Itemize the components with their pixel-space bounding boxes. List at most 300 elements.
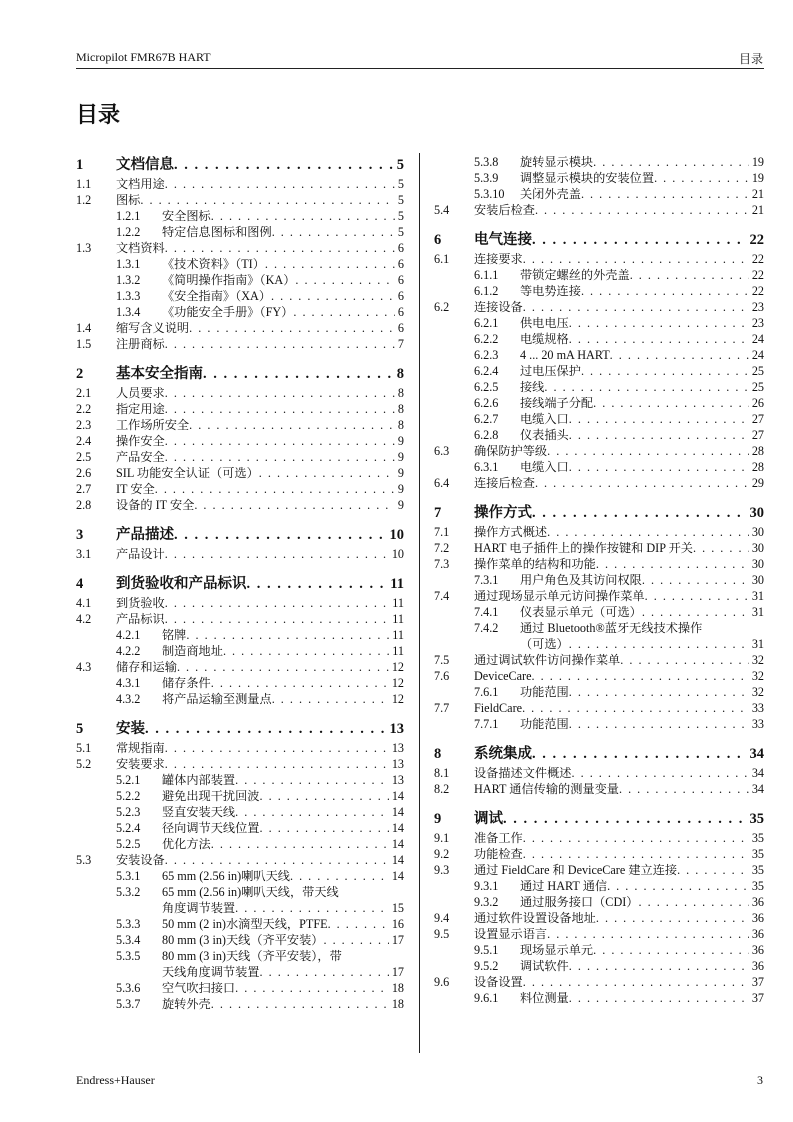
toc-entry-number: 9.1	[434, 831, 450, 845]
toc-page-number: 14	[391, 869, 404, 883]
toc-entry-label: 竖直安装天线	[162, 805, 236, 819]
toc-entry[interactable]	[76, 772, 404, 788]
toc-entry-label: 功能范围	[520, 717, 569, 731]
toc-entry-number: 7.4.1	[474, 605, 499, 619]
toc-entry[interactable]	[76, 836, 404, 852]
toc-page-number: 14	[391, 821, 404, 835]
toc-entry-label: 《安全指南》（XA）	[162, 289, 272, 303]
toc-entry-label: 操作方式概述	[474, 525, 548, 539]
toc-entry-number: 1.3.3	[116, 289, 141, 303]
toc-entry[interactable]	[76, 176, 404, 192]
toc-entry[interactable]	[76, 932, 404, 948]
toc-page-number: 36	[751, 943, 764, 957]
toc-page-number: 8	[397, 402, 404, 416]
toc-entry[interactable]	[76, 304, 404, 320]
toc-entry[interactable]	[76, 740, 404, 756]
toc-entry-number: 5	[76, 721, 84, 737]
header-doc-title: Micropilot FMR67B HART	[76, 50, 211, 64]
toc-entry-number: 9.3.1	[474, 879, 499, 893]
toc-chapter[interactable]	[76, 524, 404, 546]
toc-entry-label: 通过调试软件访问操作菜单	[474, 653, 621, 667]
toc-entry-label: 储存和运输	[116, 660, 177, 674]
toc-entry-number: 6.2.1	[474, 316, 499, 330]
toc-entry[interactable]	[434, 363, 764, 379]
toc-page-number: 31	[751, 589, 764, 603]
toc-entry[interactable]	[76, 481, 404, 497]
toc-entry[interactable]	[434, 283, 764, 299]
toc-entry[interactable]	[434, 572, 764, 588]
toc-entry[interactable]	[76, 192, 404, 208]
toc-page-number: 30	[751, 541, 764, 555]
toc-entry-number: 6.1.2	[474, 284, 499, 298]
toc-entry-label: 4 ... 20 mA HART	[520, 348, 610, 362]
toc-page-number: 34	[751, 782, 764, 796]
toc-entry[interactable]	[434, 315, 764, 331]
toc-entry[interactable]	[76, 964, 404, 980]
toc-entry-label: HART 通信传输的测量变量	[474, 782, 619, 796]
toc-page-number: 22	[751, 284, 764, 298]
toc-page-number: 24	[751, 348, 764, 362]
toc-entry-label: 将产品运输至测量点	[162, 692, 272, 706]
toc-entry[interactable]	[76, 948, 404, 964]
toc-entry-label: 系统集成	[474, 746, 532, 762]
toc-leader-dots	[260, 788, 389, 804]
toc-leader-dots	[522, 700, 749, 716]
toc-entry[interactable]	[434, 604, 764, 620]
toc-entry[interactable]	[434, 894, 764, 910]
toc-entry-label: 调整显示模块的安装位置	[520, 171, 655, 185]
toc-page-number: 36	[751, 927, 764, 941]
toc-page-number: 33	[751, 717, 764, 731]
toc-entry[interactable]	[76, 208, 404, 224]
toc-entry-label: 带锁定螺丝的外壳盖	[520, 268, 630, 282]
toc-entry[interactable]	[76, 546, 404, 562]
toc-leader-dots	[265, 256, 395, 272]
toc-entry[interactable]	[76, 224, 404, 240]
toc-entry-number: 9.5.2	[474, 959, 499, 973]
toc-chapter[interactable]	[434, 808, 764, 830]
toc-leader-dots	[593, 395, 749, 411]
toc-page-number: 35	[751, 863, 764, 877]
toc-leader-dots	[247, 573, 388, 595]
toc-leader-dots	[165, 756, 389, 772]
toc-page-number: 16	[391, 917, 404, 931]
toc-entry-number: 7.1	[434, 525, 450, 539]
toc-entry-label: 文档用途	[116, 177, 165, 191]
toc-entry-number: 2	[76, 366, 84, 382]
toc-entry[interactable]	[76, 627, 404, 643]
toc-entry[interactable]	[76, 788, 404, 804]
toc-entry[interactable]	[434, 781, 764, 797]
toc-entry[interactable]	[434, 974, 764, 990]
toc-entry[interactable]	[76, 691, 404, 707]
toc-entry-label: 旋转外壳	[162, 997, 211, 1011]
toc-entry-number: 2.7	[76, 482, 92, 496]
toc-leader-dots	[593, 942, 749, 958]
toc-entry[interactable]	[434, 154, 764, 170]
toc-leader-dots	[693, 540, 749, 556]
toc-leader-dots	[271, 288, 395, 304]
toc-entry-label: 电缆入口	[520, 412, 569, 426]
toc-entry-label: 功能范围	[520, 685, 569, 699]
toc-entry-label: 接线	[520, 380, 545, 394]
toc-entry[interactable]	[434, 926, 764, 942]
toc-entry-number: 5.3.5	[116, 949, 141, 963]
toc-entry-label: 通过 HART 通信	[520, 879, 608, 893]
toc-entry-number: 5.3.6	[116, 981, 141, 995]
toc-entry[interactable]	[434, 878, 764, 894]
toc-entry[interactable]	[434, 652, 764, 668]
toc-entry[interactable]	[76, 336, 404, 352]
toc-leader-dots	[523, 299, 749, 315]
toc-entry[interactable]	[434, 170, 764, 186]
toc-entry-label: FieldCare	[474, 701, 523, 715]
toc-entry[interactable]	[76, 417, 404, 433]
toc-leader-dots	[140, 192, 395, 208]
toc-entry-label: 准备工作	[474, 831, 523, 845]
toc-entry-label: 注册商标	[116, 337, 165, 351]
toc-entry-label: 特定信息图标和图例	[162, 225, 272, 239]
toc-page-number: 12	[391, 676, 404, 690]
toc-entry[interactable]	[434, 267, 764, 283]
toc-page-number: 27	[751, 428, 764, 442]
toc-leader-dots	[186, 627, 389, 643]
toc-entry-number: 2.4	[76, 434, 92, 448]
toc-entry-label: DeviceCare	[474, 669, 532, 683]
toc-entry[interactable]	[434, 202, 764, 218]
toc-entry[interactable]	[434, 910, 764, 926]
toc-entry-number: 1.3.4	[116, 305, 141, 319]
toc-page-number: 8	[396, 366, 404, 382]
toc-leader-dots	[569, 990, 749, 1006]
toc-entry[interactable]	[76, 240, 404, 256]
toc-leader-dots	[260, 964, 389, 980]
toc-page-number: 15	[391, 901, 404, 915]
toc-entry[interactable]	[434, 331, 764, 347]
toc-entry-label: 操作方式	[474, 505, 532, 521]
toc-entry[interactable]	[76, 401, 404, 417]
toc-page-number: 26	[751, 396, 764, 410]
toc-entry[interactable]	[76, 385, 404, 401]
toc-leader-dots	[165, 401, 395, 417]
toc-entry-number: 6.2.3	[474, 348, 499, 362]
toc-entry[interactable]	[434, 958, 764, 974]
toc-page-number: 22	[751, 252, 764, 266]
toc-entry[interactable]	[434, 524, 764, 540]
toc-column-left	[76, 154, 404, 1012]
toc-entry-number: 7.7	[434, 701, 450, 715]
toc-page-number: 37	[751, 991, 764, 1005]
toc-entry[interactable]	[434, 588, 764, 604]
toc-leader-dots	[532, 668, 749, 684]
toc-entry-number: 5.3	[76, 853, 92, 867]
toc-entry-label: 65 mm (2.56 in)喇叭天线	[162, 869, 290, 883]
toc-entry[interactable]	[434, 556, 764, 572]
toc-entry-number: 4.3.2	[116, 692, 141, 706]
toc-entry-number: 9.2	[434, 847, 450, 861]
toc-entry[interactable]	[76, 852, 404, 868]
toc-page-number: 30	[751, 557, 764, 571]
toc-entry-label: 径向调节天线位置	[162, 821, 260, 835]
toc-entry-label: 文档信息	[116, 157, 174, 173]
toc-entry-number: 1.2.2	[116, 225, 141, 239]
toc-leader-dots	[223, 643, 389, 659]
toc-entry[interactable]	[434, 395, 764, 411]
toc-entry[interactable]	[434, 620, 764, 636]
toc-page-number: 13	[391, 757, 404, 771]
toc-entry[interactable]	[434, 475, 764, 491]
toc-entry[interactable]	[434, 765, 764, 781]
toc-leader-dots	[620, 652, 749, 668]
toc-page-number: 17	[391, 965, 404, 979]
toc-page-number: 5	[397, 177, 404, 191]
toc-page-number: 22	[751, 268, 764, 282]
toc-chapter[interactable]	[434, 743, 764, 765]
toc-leader-dots	[523, 974, 749, 990]
toc-entry[interactable]	[434, 846, 764, 862]
toc-entry[interactable]	[76, 643, 404, 659]
toc-entry[interactable]	[76, 595, 404, 611]
toc-entry-label: 安全图标	[162, 209, 211, 223]
toc-page-number: 28	[751, 444, 764, 458]
toc-entry[interactable]	[76, 916, 404, 932]
toc-entry[interactable]	[76, 659, 404, 675]
toc-entry[interactable]	[434, 347, 764, 363]
toc-entry-label: 设备的 IT 安全	[116, 498, 195, 512]
toc-page-number: 11	[392, 612, 404, 626]
toc-entry[interactable]	[434, 942, 764, 958]
toc-entry-label: 制造商地址	[162, 644, 223, 658]
toc-entry-label: 设备设置	[474, 975, 523, 989]
toc-entry-label: 确保防护等级	[474, 444, 548, 458]
toc-entry-label: 基本安全指南	[116, 366, 203, 382]
toc-entry[interactable]	[76, 675, 404, 691]
toc-entry-number: 9.3.2	[474, 895, 499, 909]
toc-entry-label: （可选）	[520, 637, 569, 651]
toc-leader-dots	[642, 604, 749, 620]
toc-entry-number: 5.3.8	[474, 155, 499, 169]
toc-entry[interactable]	[76, 980, 404, 996]
toc-entry-number: 9.6	[434, 975, 450, 989]
toc-chapter[interactable]	[76, 718, 404, 740]
toc-page-number: 9	[397, 498, 404, 512]
toc-entry[interactable]	[434, 862, 764, 878]
toc-entry-number: 4.2.2	[116, 644, 141, 658]
toc-leader-dots	[155, 481, 395, 497]
toc-entry-number: 2.3	[76, 418, 92, 432]
toc-page-number: 5	[397, 209, 404, 223]
toc-entry[interactable]	[434, 700, 764, 716]
toc-entry[interactable]	[434, 459, 764, 475]
toc-entry[interactable]	[76, 288, 404, 304]
toc-entry[interactable]	[434, 540, 764, 556]
toc-page-number: 35	[751, 831, 764, 845]
toc-entry[interactable]	[434, 990, 764, 1006]
toc-page-number: 6	[397, 273, 404, 287]
toc-entry[interactable]	[76, 611, 404, 627]
toc-entry[interactable]	[434, 411, 764, 427]
toc-entry-label: 安装设备	[116, 853, 165, 867]
toc-leader-dots	[165, 176, 395, 192]
toc-entry[interactable]	[76, 433, 404, 449]
toc-page-number: 34	[751, 766, 764, 780]
toc-leader-dots	[235, 900, 389, 916]
toc-entry-number: 5.2.3	[116, 805, 141, 819]
toc-entry[interactable]	[76, 996, 404, 1012]
toc-entry-label: 料位测量	[520, 991, 569, 1005]
toc-leader-dots	[235, 804, 389, 820]
toc-entry[interactable]	[76, 497, 404, 513]
toc-entry-label: 储存条件	[162, 676, 211, 690]
toc-entry[interactable]	[434, 684, 764, 700]
toc-entry-label: 通过 Bluetooth®蓝牙无线技术操作	[520, 621, 703, 635]
toc-page-number: 19	[751, 155, 764, 169]
toc-entry-number: 7.5	[434, 653, 450, 667]
toc-page-number: 23	[751, 316, 764, 330]
toc-leader-dots	[211, 836, 389, 852]
toc-entry-label: 通过软件设置设备地址	[474, 911, 596, 925]
toc-entry[interactable]	[434, 830, 764, 846]
toc-entry-number: 4.2.1	[116, 628, 141, 642]
toc-leader-dots	[596, 556, 749, 572]
toc-entry-label: 调试软件	[520, 959, 569, 973]
toc-page-number: 11	[390, 576, 404, 592]
toc-entry[interactable]	[434, 251, 764, 267]
toc-entry-number: 7.7.1	[474, 717, 499, 731]
toc-entry[interactable]	[76, 320, 404, 336]
toc-entry[interactable]	[434, 186, 764, 202]
toc-page-number: 14	[391, 789, 404, 803]
toc-entry[interactable]	[76, 868, 404, 884]
toc-page-number: 6	[397, 321, 404, 335]
toc-entry-label: 人员要求	[116, 386, 165, 400]
toc-entry-label: 通过 FieldCare 和 DeviceCare 建立连接	[474, 863, 678, 877]
toc-entry-number: 5.2.4	[116, 821, 141, 835]
toc-page-number: 9	[397, 466, 404, 480]
toc-entry[interactable]	[434, 427, 764, 443]
toc-page-number: 10	[391, 547, 404, 561]
toc-page-number: 7	[397, 337, 404, 351]
toc-entry-label: 文档资料	[116, 241, 165, 255]
toc-entry[interactable]	[76, 465, 404, 481]
toc-entry[interactable]	[434, 636, 764, 652]
toc-entry-number: 3.1	[76, 547, 92, 561]
toc-entry-label: 用户角色及其访问权限	[520, 573, 642, 587]
toc-leader-dots	[581, 186, 749, 202]
toc-leader-dots	[535, 475, 749, 491]
toc-entry-label: 等电势连接	[520, 284, 581, 298]
toc-entry-number: 5.2	[76, 757, 92, 771]
toc-entry-number: 5.2.5	[116, 837, 141, 851]
toc-leader-dots	[642, 572, 749, 588]
column-divider	[419, 153, 420, 1053]
toc-leader-dots	[235, 980, 389, 996]
toc-entry-number: 5.3.7	[116, 997, 141, 1011]
toc-page-number: 11	[392, 596, 404, 610]
toc-leader-dots	[165, 433, 395, 449]
toc-entry[interactable]	[434, 299, 764, 315]
toc-entry[interactable]	[434, 668, 764, 684]
toc-entry-label: 角度调节装置	[162, 901, 236, 915]
toc-entry-number: 5.3.2	[116, 885, 141, 899]
toc-chapter[interactable]	[434, 229, 764, 251]
toc-page-number: 5	[397, 193, 404, 207]
toc-leader-dots	[260, 820, 389, 836]
toc-leader-dots	[581, 283, 749, 299]
toc-leader-dots	[607, 878, 749, 894]
toc-chapter[interactable]	[76, 363, 404, 385]
toc-entry-number: 6.2.8	[474, 428, 499, 442]
toc-entry-label: 产品描述	[116, 527, 174, 543]
toc-leader-dots	[569, 427, 749, 443]
toc-leader-dots	[165, 740, 389, 756]
toc-leader-dots	[165, 611, 390, 627]
toc-entry-number: 2.8	[76, 498, 92, 512]
toc-entry-number: 7.6.1	[474, 685, 499, 699]
toc-entry[interactable]	[76, 900, 404, 916]
toc-page-number: 24	[751, 332, 764, 346]
toc-entry-label: 电缆入口	[520, 460, 569, 474]
toc-entry[interactable]	[76, 256, 404, 272]
toc-page-number: 31	[751, 605, 764, 619]
toc-entry-number: 4.1	[76, 596, 92, 610]
toc-chapter[interactable]	[76, 573, 404, 595]
toc-entry-number: 2.6	[76, 466, 92, 480]
toc-entry-number: 6.2.2	[474, 332, 499, 346]
toc-entry[interactable]	[76, 449, 404, 465]
toc-leader-dots	[654, 170, 749, 186]
toc-page-number: 32	[751, 669, 764, 683]
toc-entry-number: 6.2.4	[474, 364, 499, 378]
toc-entry-label: 设置显示语言	[474, 927, 548, 941]
toc-entry[interactable]	[434, 716, 764, 732]
toc-entry[interactable]	[76, 804, 404, 820]
toc-entry-label: 《功能安全手册》（FY）	[162, 305, 294, 319]
toc-entry-label: 80 mm (3 in)天线（齐平安装），带	[162, 949, 342, 963]
toc-page-number: 18	[391, 997, 404, 1011]
toc-page-number: 9	[397, 482, 404, 496]
toc-entry[interactable]	[76, 272, 404, 288]
toc-chapter[interactable]	[434, 502, 764, 524]
toc-page-number: 32	[751, 685, 764, 699]
toc-entry-label: 安装	[116, 721, 145, 737]
toc-page-number: 36	[751, 911, 764, 925]
toc-entry-label: 旋转显示模块	[520, 155, 594, 169]
toc-entry-label: 缩写含义说明	[116, 321, 190, 335]
toc-leader-dots	[174, 524, 387, 546]
toc-entry[interactable]	[76, 820, 404, 836]
toc-page-number: 30	[751, 525, 764, 539]
toc-entry[interactable]	[434, 379, 764, 395]
toc-entry-number: 6.3.1	[474, 460, 499, 474]
toc-entry-label: 《技术资料》（TI）	[162, 257, 265, 271]
toc-chapter[interactable]	[76, 154, 404, 176]
toc-entry[interactable]	[434, 443, 764, 459]
toc-page-number: 28	[751, 460, 764, 474]
header-section: 目录	[738, 52, 763, 66]
toc-entry-number: 7.4	[434, 589, 450, 603]
toc-entry-label: 电气连接	[474, 232, 532, 248]
toc-entry-number: 7.3	[434, 557, 450, 571]
toc-entry-label: 80 mm (3 in)天线（齐平安装）	[162, 933, 324, 947]
toc-entry-label: 接线端子分配	[520, 396, 594, 410]
toc-entry-label: 避免出现干扰回波	[162, 789, 260, 803]
toc-page-number: 14	[391, 853, 404, 867]
toc-leader-dots	[189, 320, 395, 336]
toc-entry[interactable]	[76, 756, 404, 772]
toc-entry-label: SIL 功能安全认证（可选）	[116, 466, 259, 480]
toc-entry[interactable]	[76, 884, 404, 900]
